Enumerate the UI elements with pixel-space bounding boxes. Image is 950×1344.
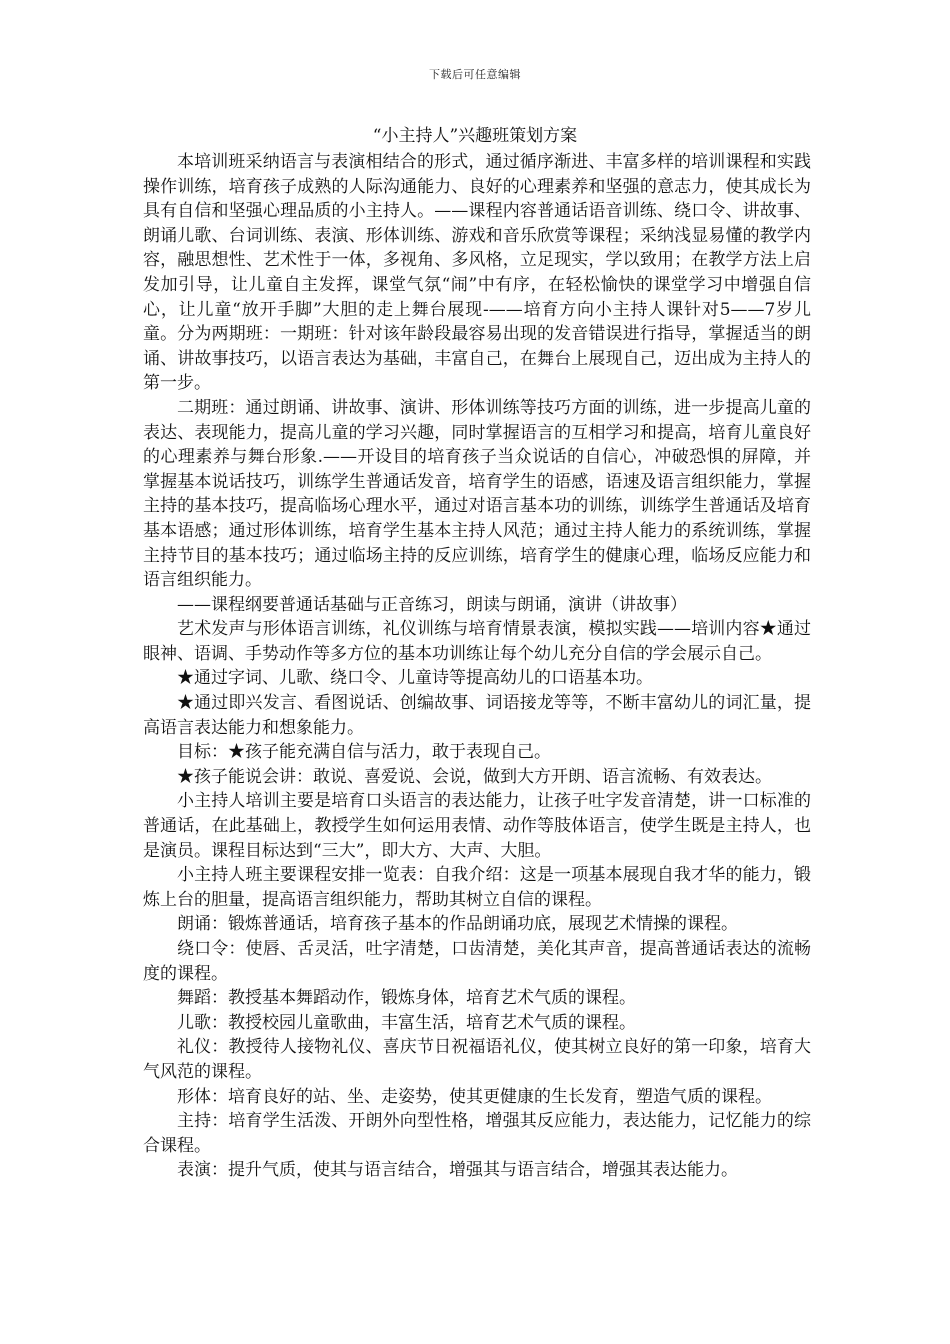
document-body (143, 150, 811, 1183)
body-paragraph: 绕口令：使唇、舌灵活，吐字清楚，口齿清楚，美化其声音，提高普通话表达的流畅度的课程。 (143, 939, 811, 984)
body-paragraph: 小主持人培训主要是培育口头语言的表达能力，让孩子吐字发音清楚，讲一口标准的普通话，在此基础上，教授学生如何运用表情、动作等肢体语言，使学生既是主持人，也是演员。课程目标达到“三大”，即大方、大声、大胆。 (143, 791, 811, 861)
body-paragraph: 目标：★孩子能充满自信与活力，敢于表现自己。 (177, 742, 551, 763)
body-paragraph: 艺术发声与形体语言训练，礼仪训练与培育情景表演，模拟实践——培训内容★通过眼神、语调、手势动作等多方位的基本功训练让每个幼儿充分自信的学会展示自己。 (143, 619, 811, 664)
body-paragraph: 儿歌：教授校园儿童歌曲，丰富生活，培育艺术气质的课程。 (177, 1012, 636, 1033)
body-paragraph: 形体：培育良好的站、坐、走姿势，使其更健康的生长发育，塑造气质的课程。 (177, 1086, 772, 1107)
body-paragraph: 舞蹈：教授基本舞蹈动作，锻炼身体，培育艺术气质的课程。 (177, 988, 636, 1009)
body-paragraph: ——课程纲要普通话基础与正音练习，朗读与朗诵，演讲（讲故事） (177, 594, 687, 615)
body-paragraph: 小主持人班主要课程安排一览表：自我介绍：这是一项基本展现自我才华的能力，锻炼上台的胆量，提高语言组织能力，帮助其树立自信的课程。 (143, 865, 811, 910)
body-paragraph: 朗诵：锻炼普通话，培育孩子基本的作品朗诵功底，展现艺术情操的课程。 (177, 914, 738, 935)
body-paragraph: 主持：培育学生活泼、开朗外向型性格，增强其反应能力，表达能力，记忆能力的综合课程。 (143, 1111, 811, 1156)
body-paragraph: 二期班：通过朗诵、讲故事、演讲、形体训练等技巧方面的训练，进一步提高儿童的表达、表现能力，提高儿童的学习兴趣，同时掌握语言的互相学习和提高，培育儿童良好的心理素养与舞台形象.——开设目的培育孩子当众说话的自信心，冲破恐惧的屏障，并掌握基本说话技巧，训练学生普通话发音，培育学生的语感，语速及语言组织能力，掌握主持的基本技巧，提高临场心理水平，通过对语言基本功的训练，训练学生普通话及培育基本语感；通过形体训练，培育学生基本主持人风范；通过主持人能力的系统训练，掌握主持节目的基本技巧；通过临场主持的反应训练，培育学生的健康心理，临场反应能力和语言组织能力。 (143, 397, 811, 591)
body-paragraph: 礼仪：教授待人接物礼仪、喜庆节日祝福语礼仪，使其树立良好的第一印象，培育大气风范的课程。 (143, 1037, 811, 1082)
body-paragraph: 表演：提升气质，使其与语言结合，增强其与语言结合，增强其表达能力。 (177, 1160, 738, 1181)
body-paragraph: ★孩子能说会讲：敢说、喜爱说、会说，做到大方开朗、语言流畅、有效表达。 (177, 766, 772, 787)
header-note: 下载后可任意编辑 (429, 68, 521, 81)
document-title: “小主持人”兴趣班策划方案 (372, 126, 578, 146)
body-paragraph: 本培训班采纳语言与表演相结合的形式，通过循序渐进、丰富多样的培训课程和实践操作训练，培育孩子成熟的人际沟通能力、良好的心理素养和坚强的意志力，使其成长为具有自信和坚强心理品质的小主持人。——课程内容普通话语音训练、绕口令、讲故事、朗诵儿歌、台词训练、表演、形体训练、游戏和音乐欣赏等课程；采纳浅显易懂的教学内容，融思想性、艺术性于一体，多视角、多风格，立足现实，学以致用；在教学方法上启发加引导，让儿童自主发挥，课堂气氛“闹”中有序，在轻松愉快的课堂学习中增强自信心，让儿童“放开手脚”大胆的走上舞台展现-——培育方向小主持人课针对5——7岁儿童。分为两期班：一期班：针对该年龄段最容易出现的发音错误进行指导，掌握适当的朗诵、讲故事技巧，以语言表达为基础，丰富自己，在舞台上展现自己，迈出成为主持人的第一步。 (143, 152, 811, 394)
body-paragraph: ★通过字词、儿歌、绕口令、儿童诗等提高幼儿的口语基本功。 (177, 668, 653, 689)
body-paragraph: ★通过即兴发言、看图说话、创编故事、词语接龙等等，不断丰富幼儿的词汇量，提高语言表达能力和想象能力。 (143, 693, 811, 738)
